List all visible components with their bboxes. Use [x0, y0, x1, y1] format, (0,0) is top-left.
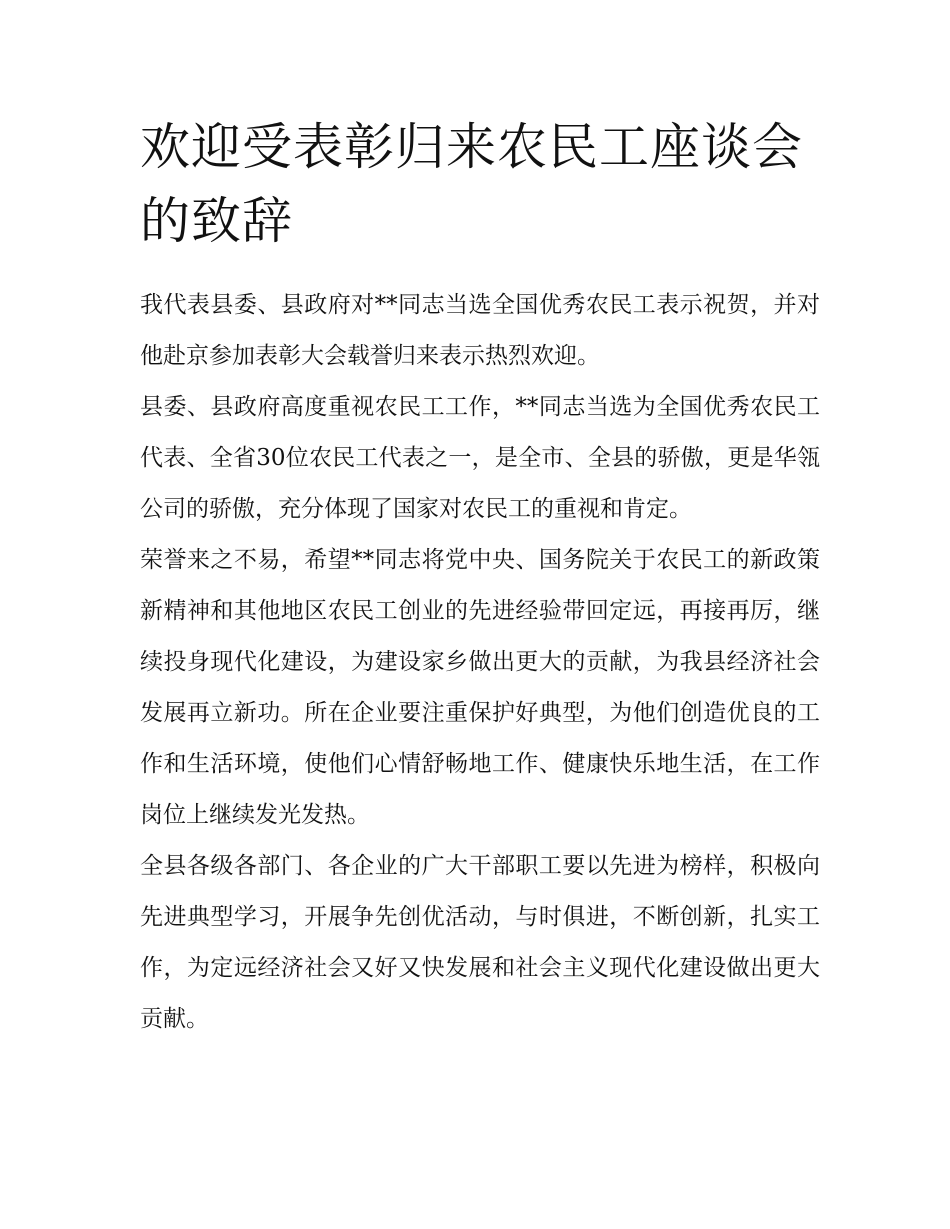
paragraph-hopes: 荣誉来之不易，希望**同志将党中央、国务院关于农民工的新政策新精神和其他地区农民工创业的先进经验带回定远，再接再厉，继续投身现代化建设，为建设家乡做出更大的贡献，为我县经济社会发展再立新功。所在企业要注重保护好典型，为他们创造优良的工作和生活环境，使他们心情舒畅地工作、健康快乐地生活，在工作岗位上继续发光发热。 [140, 547, 820, 828]
paragraph-importance: 县委、县政府高度重视农民工工作，**同志当选为全国优秀农民工代表、全省30位农民工代表之一，是全市、全县的骄傲，更是华瓴公司的骄傲，充分体现了国家对农民工的重视和肯定。 [140, 394, 820, 522]
paragraph-call-to-action: 全县各级各部门、各企业的广大干部职工要以先进为榜样，积极向先进典型学习，开展争先创优活动，与时俱进，不断创新，扎实工作，为定远经济社会又好又快发展和社会主义现代化建设做出更大贡献。 [140, 853, 820, 1032]
document-title: 欢迎受表彰归来农民工座谈会的致辞 [140, 118, 803, 250]
document-page [140, 110, 820, 1045]
paragraph-congratulations: 我代表县委、县政府对**同志当选全国优秀农民工表示祝贺，并对他赴京参加表彰大会载誉归来表示热烈欢迎。 [140, 292, 820, 369]
